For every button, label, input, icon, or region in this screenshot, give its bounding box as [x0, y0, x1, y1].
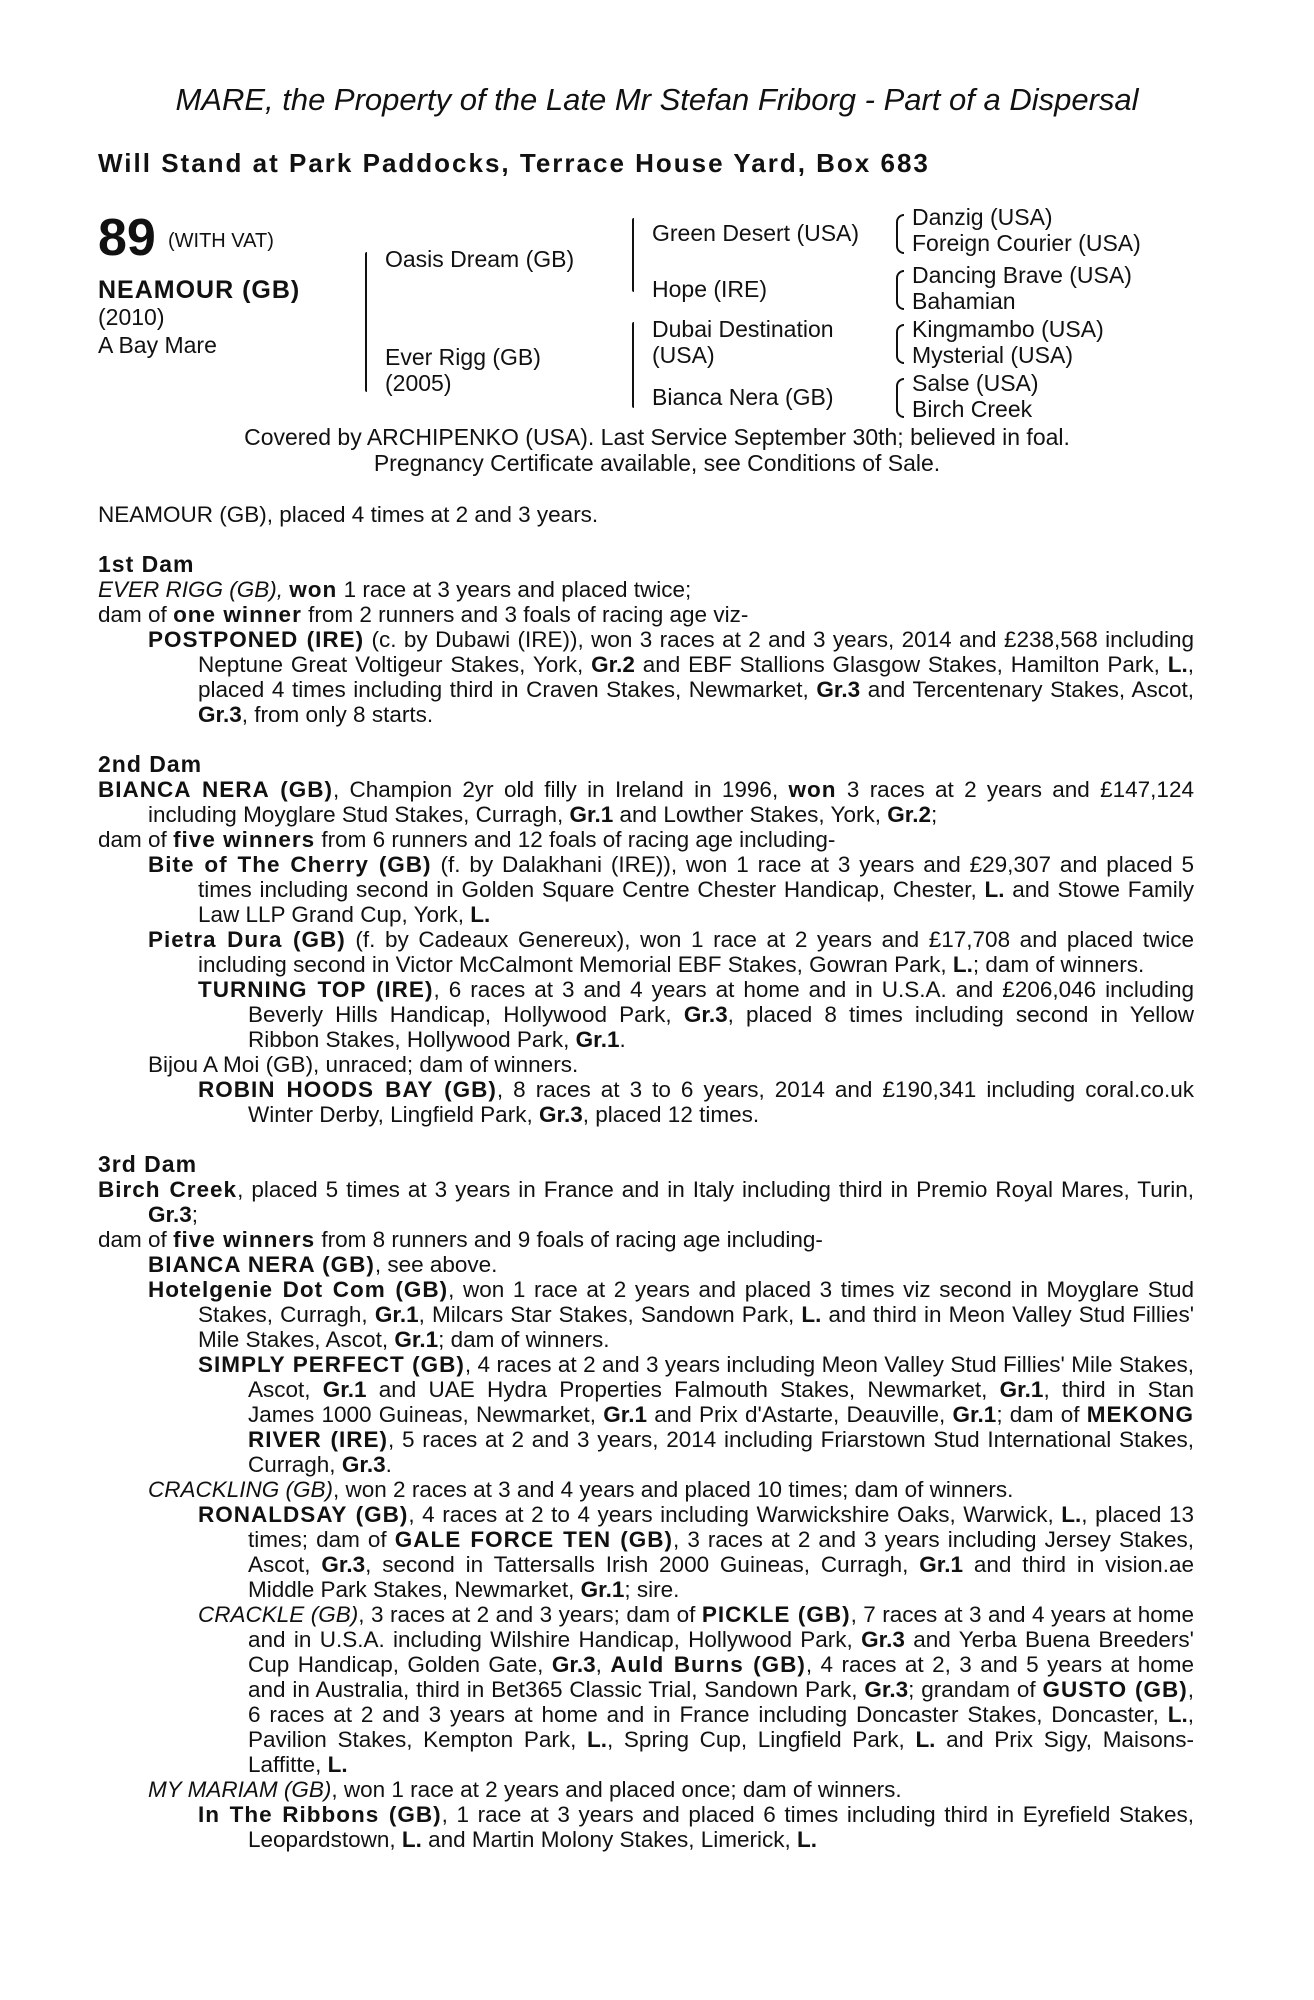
brace-dd	[896, 378, 904, 418]
postponed-entry: POSTPONED (IRE) (c. by Dubawi (IRE)), won 3 races at 2 and 3 years, 2014 and £238,568 including Neptune Great Voltigeur Stakes, York, Gr.2 and EBF Stallions Glasgow Stakes, Hamilton Park, L., placed 4 times including third in Craven Stakes, Newmarket, Gr.3 and Tercentenary Stakes, Ascot, Gr.3, from only 8 starts.	[148, 627, 1194, 727]
pedigree-sss: Danzig (USA)	[912, 204, 1053, 230]
brace-ds	[896, 324, 904, 364]
brace-dam	[632, 322, 634, 408]
catalogue-body	[98, 496, 1194, 1852]
pedigree-sire-sire: Green Desert (USA)	[652, 220, 860, 246]
mariam-entry: MY MARIAM (GB), won 1 race at 2 years and placed once; dam of winners.	[148, 1777, 902, 1802]
pedigree-sds: Dancing Brave (USA)	[912, 262, 1132, 288]
page-title: MARE, the Property of the Late Mr Stefan Friborg - Part of a Dispersal	[175, 82, 1139, 117]
pedigree-dds: Salse (USA)	[912, 370, 1039, 396]
horse-name: NEAMOUR (GB)	[98, 276, 301, 304]
vat-note: (WITH VAT)	[168, 230, 274, 252]
stand-location: Will Stand at Park Paddocks, Terrace House Yard, Box 683	[98, 148, 930, 178]
dam1-heading: 1st Dam	[98, 551, 195, 577]
horse-year: (2010)	[98, 304, 165, 330]
horse-description: A Bay Mare	[98, 332, 217, 358]
ronaldsay-entry: RONALDSAY (GB), 4 races at 2 to 4 years including Warwickshire Oaks, Warwick, L., placed 13 times; dam of GALE FORCE TEN (GB), 3 races at 2 and 3 years including Jersey Stakes, Ascot, Gr.3, second in Tattersalls Irish 2000 Guineas, Curragh, Gr.1 and third in vision.ae Middle Park Stakes, Newmarket, Gr.1; sire.	[198, 1502, 1194, 1602]
turning-entry: TURNING TOP (IRE), 6 races at 3 and 4 years at home and in U.S.A. and £206,046 including Beverly Hills Handicap, Hollywood Park, Gr.3, placed 8 times including second in Yellow Ribbon Stakes, Hollywood Park, Gr.1.	[198, 977, 1194, 1052]
dam3-main: Birch Creek, placed 5 times at 3 years in France and in Italy including third in Premio Royal Mares, Turin, Gr.3;	[98, 1177, 1194, 1227]
crackling-entry: CRACKLING (GB), won 2 races at 3 and 4 years and placed 10 times; dam of winners.	[148, 1477, 1014, 1502]
brace-ss	[896, 214, 904, 254]
summary-line: NEAMOUR (GB), placed 4 times at 2 and 3 years.	[98, 502, 599, 527]
dam1-line2: dam of one winner from 2 runners and 3 foals of racing age viz-	[98, 602, 749, 627]
dam3-produce: dam of five winners from 8 runners and 9 foals of racing age including-	[98, 1227, 823, 1252]
simply-entry: SIMPLY PERFECT (GB), 4 races at 2 and 3 years including Meon Valley Stud Fillies' Mile Stakes, Ascot, Gr.1 and UAE Hydra Properties Falmouth Stakes, Newmarket, Gr.1, third in Stan James 1000 Guineas, Newmarket, Gr.1 and Prix d'Astarte, Deauville, Gr.1; dam of MEKONG RIVER (IRE), 5 races at 2 and 3 years, 2014 including Friarstown Stud International Stakes, Curragh, Gr.3.	[198, 1352, 1194, 1477]
pedigree-sdd: Bahamian	[912, 288, 1016, 314]
pedigree-dam: Ever Rigg (GB)	[385, 344, 541, 370]
hotelgenie-entry: Hotelgenie Dot Com (GB), won 1 race at 2 years and placed 3 times viz second in Moyglare Stud Stakes, Curragh, Gr.1, Milcars Star Stakes, Sandown Park, L. and third in Meon Valley Stud Fillies' Mile Stakes, Ascot, Gr.1; dam of winners.	[148, 1277, 1194, 1352]
bite-entry: Bite of The Cherry (GB) (f. by Dalakhani (IRE)), won 1 race at 3 years and £29,307 and placed 5 times including second in Golden Square Centre Chester Handicap, Chester, L. and Stowe Family Law LLP Grand Cup, York, L.	[148, 852, 1194, 927]
pregnancy-note: Pregnancy Certificate available, see Conditions of Sale.	[373, 450, 941, 476]
bijou-entry: Bijou A Moi (GB), unraced; dam of winners.	[148, 1052, 579, 1077]
brace-sire	[632, 218, 634, 292]
brace-sd	[896, 270, 904, 310]
pedigree-sire-dam: Hope (IRE)	[652, 276, 768, 302]
pedigree-dam-sire: Dubai Destination	[652, 316, 834, 342]
lot-number: 89	[98, 209, 156, 267]
bianca-ref: BIANCA NERA (GB), see above.	[148, 1252, 498, 1277]
dam3-heading: 3rd Dam	[98, 1151, 198, 1177]
pedigree-dam-year: (2005)	[385, 370, 452, 396]
pedigree-dam-dam: Bianca Nera (GB)	[652, 384, 834, 410]
crackle-entry: CRACKLE (GB), 3 races at 2 and 3 years; dam of PICKLE (GB), 7 races at 3 and 4 years at home and in U.S.A. including Wilshire Handicap, Hollywood Park, Gr.3 and Yerba Buena Breeders' Cup Handicap, Golden Gate, Gr.3, Auld Burns (GB), 4 races at 2, 3 and 5 years at home and in Australia, third in Bet365 Classic Trial, Sandown Park, Gr.3; grandam of GUSTO (GB), 6 races at 2 and 3 years at home and in France including Doncaster Stakes, Doncaster, L., Pavilion Stakes, Kempton Park, L., Spring Cup, Lingfield Park, L. and Prix Sigy, Maisons-Laffitte, L.	[198, 1602, 1194, 1777]
pedigree-sire: Oasis Dream (GB)	[385, 246, 575, 272]
robin-entry: ROBIN HOODS BAY (GB), 8 races at 3 to 6 years, 2014 and £190,341 including coral.co.uk Winter Derby, Lingfield Park, Gr.3, placed 12 times.	[198, 1077, 1194, 1127]
dam2-heading: 2nd Dam	[98, 751, 203, 777]
covered-note: Covered by ARCHIPENKO (USA). Last Service September 30th; believed in foal.	[244, 424, 1070, 450]
pedigree-dsd: Mysterial (USA)	[912, 342, 1074, 368]
dam2-main: BIANCA NERA (GB), Champion 2yr old filly in Ireland in 1996, won 3 races at 2 years and £147,124 including Moyglare Stud Stakes, Curragh, Gr.1 and Lowther Stakes, York, Gr.2;	[98, 777, 1194, 827]
pedigree-dss: Kingmambo (USA)	[912, 316, 1104, 342]
dam1-line1: EVER RIGG (GB), won 1 race at 3 years and placed twice;	[98, 577, 692, 602]
pedigree-dam-sire-country: (USA)	[652, 342, 715, 368]
ribbons-entry: In The Ribbons (GB), 1 race at 3 years and placed 6 times including third in Eyrefield Stakes, Leopardstown, L. and Martin Molony Stakes, Limerick, L.	[198, 1802, 1194, 1852]
pedigree-ssd: Foreign Courier (USA)	[912, 230, 1141, 256]
brace-gen1	[365, 252, 367, 392]
dam2-produce: dam of five winners from 6 runners and 12 foals of racing age including-	[98, 827, 836, 852]
pietra-entry: Pietra Dura (GB) (f. by Cadeaux Genereux), won 1 race at 2 years and £17,708 and placed twice including second in Victor McCalmont Memorial EBF Stakes, Gowran Park, L.; dam of winners.	[148, 927, 1194, 977]
pedigree-ddd: Birch Creek	[912, 396, 1033, 422]
